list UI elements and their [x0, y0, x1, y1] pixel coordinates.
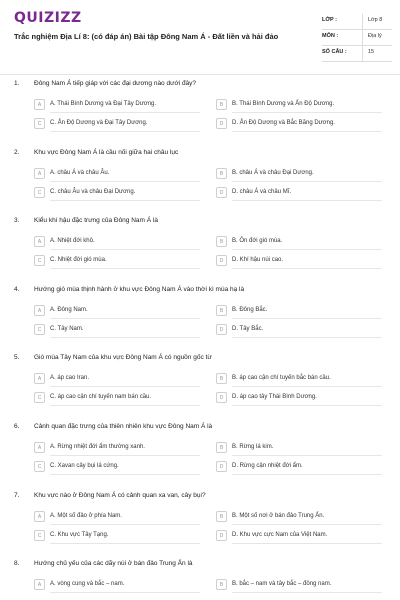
- answer-option-d[interactable]: [216, 255, 376, 269]
- option-letter-box[interactable]: C: [34, 392, 45, 403]
- option-text: B. Thái Bình Dương và Ấn Độ Dương.: [232, 101, 335, 107]
- option-text: A. Nhiệt đới khô.: [50, 238, 95, 245]
- option-text: D. áp cao tây Thái Bình Dương.: [232, 394, 317, 401]
- question-number: 5.: [14, 354, 20, 362]
- question-number: 3.: [14, 217, 20, 225]
- answer-option-c[interactable]: [34, 392, 194, 406]
- option-letter-box[interactable]: B: [216, 579, 227, 590]
- question-number: 8.: [14, 560, 20, 568]
- question-text: Cảnh quan đặc trưng của thiên nhiên khu vực Đông Nam Á là: [34, 423, 213, 430]
- option-underline: [232, 455, 382, 456]
- question-7: [0, 492, 400, 556]
- option-letter-box[interactable]: A: [34, 168, 45, 179]
- answer-option-c[interactable]: [34, 530, 194, 544]
- option-underline: [50, 474, 200, 475]
- answer-option-b[interactable]: [216, 511, 376, 525]
- option-letter-box[interactable]: C: [34, 530, 45, 541]
- option-text: D. Khu vực cực Nam của Việt Nam.: [232, 531, 328, 538]
- question-3: [0, 217, 400, 281]
- question-number: 7.: [14, 491, 20, 499]
- option-letter-box[interactable]: D: [216, 187, 227, 198]
- option-letter-box[interactable]: C: [34, 118, 45, 129]
- option-text: D. châu Á và châu Mĩ.: [232, 188, 292, 195]
- option-letter-box[interactable]: B: [216, 236, 227, 247]
- option-underline: [232, 337, 382, 338]
- option-letter-box[interactable]: A: [34, 373, 45, 384]
- option-underline: [232, 386, 382, 387]
- option-letter-box[interactable]: A: [34, 579, 45, 590]
- option-text: B. châu Á và châu Đại Dương.: [232, 169, 314, 176]
- option-letter-box[interactable]: D: [216, 118, 227, 129]
- option-underline: [50, 524, 200, 525]
- option-underline: [50, 455, 200, 456]
- question-1: [0, 80, 400, 144]
- option-letter-box[interactable]: C: [34, 324, 45, 335]
- answer-option-a[interactable]: [34, 99, 194, 113]
- question-2: [0, 149, 400, 213]
- quizizz-logo[interactable]: QUIZIZZ: [14, 10, 82, 26]
- option-letter-box[interactable]: D: [216, 324, 227, 335]
- option-text: C. Xavan cây bụi lá cứng.: [50, 463, 119, 469]
- question-text: Kiểu khí hậu đặc trưng của Đông Nam Á là: [34, 217, 158, 225]
- answer-option-b[interactable]: [216, 373, 376, 387]
- option-text: B. Đông Bắc.: [232, 306, 268, 313]
- option-underline: [50, 181, 200, 182]
- option-underline: [232, 249, 382, 250]
- worksheet-title: Trắc nghiệm Địa Lí 8: (có đáp án) Bài tập Đông Nam Á - Đất liền và hải đảo: [14, 32, 279, 41]
- option-text: C. áp cao cận chí tuyến nam bán cầu.: [50, 394, 152, 401]
- option-underline: [232, 524, 382, 525]
- option-text: B. áp cao cận chí tuyến bắc bán cầu.: [232, 375, 331, 382]
- option-underline: [50, 318, 200, 319]
- meta-value: Lớp 8: [368, 17, 383, 23]
- answer-option-b[interactable]: [216, 236, 376, 250]
- answer-option-c[interactable]: [34, 118, 194, 132]
- answer-option-a[interactable]: [34, 442, 194, 456]
- option-underline: [50, 405, 200, 406]
- option-underline: [50, 249, 200, 250]
- option-text: B. bắc – nam và tây bắc – đông nam.: [232, 581, 332, 588]
- option-text: C. Tây Nam.: [50, 325, 84, 332]
- question-text: Khu vực nào ở Đông Nam Á có cảnh quan xa van, cây bụi?: [34, 491, 206, 499]
- answer-option-d[interactable]: [216, 392, 376, 406]
- answer-option-b[interactable]: [216, 442, 376, 456]
- question-text: Gió mùa Tây Nam của khu vực Đông Nam Á có nguồn gốc từ: [34, 354, 212, 362]
- option-letter-box[interactable]: D: [216, 461, 227, 472]
- answer-option-a[interactable]: [34, 373, 194, 387]
- question-number: 4.: [14, 285, 20, 293]
- answer-option-a[interactable]: [34, 236, 194, 250]
- option-text: B. Rừng lá kim.: [232, 444, 274, 450]
- answer-option-a[interactable]: [34, 168, 194, 182]
- option-underline: [50, 200, 200, 201]
- option-letter-box[interactable]: C: [34, 255, 45, 266]
- option-underline: [50, 592, 200, 593]
- answer-option-a[interactable]: [34, 579, 194, 593]
- meta-label: LỚP :: [322, 17, 337, 23]
- question-text: Hướng gió mùa thịnh hành ở khu vực Đông Nam Á vào thời kì mùa hạ là: [34, 285, 245, 293]
- option-text: D. Tây Bắc.: [232, 325, 264, 332]
- option-text: B. Ôn đới gió mùa.: [232, 238, 283, 245]
- question-4: [0, 286, 400, 350]
- option-letter-box[interactable]: B: [216, 511, 227, 522]
- option-underline: [232, 181, 382, 182]
- answer-option-c[interactable]: [34, 187, 194, 201]
- answer-option-a[interactable]: [34, 511, 194, 525]
- question-number: 6.: [14, 423, 20, 430]
- option-letter-box[interactable]: B: [216, 442, 227, 453]
- option-underline: [232, 405, 382, 406]
- option-text: A. Rừng nhiệt đới ẩm thường xanh.: [50, 444, 145, 450]
- option-text: A. áp cao Iran.: [50, 375, 90, 382]
- option-letter-box[interactable]: B: [216, 168, 227, 179]
- option-underline: [50, 112, 200, 113]
- option-underline: [50, 131, 200, 132]
- answer-option-c[interactable]: [34, 324, 194, 338]
- question-number: 2.: [14, 148, 20, 156]
- answer-option-b[interactable]: [216, 305, 376, 319]
- option-underline: [232, 592, 382, 593]
- answer-option-d[interactable]: [216, 530, 376, 544]
- option-underline: [232, 474, 382, 475]
- answer-option-d[interactable]: [216, 187, 376, 201]
- option-letter-box[interactable]: B: [216, 373, 227, 384]
- question-text: Hướng chủ yếu của các dãy núi ở bán đảo Trung Ấn là: [34, 560, 193, 568]
- option-underline: [232, 112, 382, 113]
- option-letter-box[interactable]: A: [34, 305, 45, 316]
- meta-label: MÔN :: [322, 33, 339, 39]
- question-number: 1.: [14, 80, 20, 87]
- answer-option-c[interactable]: [34, 255, 194, 269]
- answer-option-c[interactable]: [34, 461, 194, 475]
- meta-label: SỐ CÂU :: [322, 49, 347, 55]
- question-text: Khu vực Đông Nam Á là cầu nối giữa hai châu lục: [34, 148, 179, 156]
- option-text: B. Một số nơi ở bán đảo Trung Ấn.: [232, 512, 325, 519]
- option-text: C. châu Âu và châu Đại Dương.: [50, 188, 136, 195]
- meta-value: Địa lý: [368, 33, 382, 39]
- question-8: [0, 560, 400, 600]
- question-6: [0, 423, 400, 487]
- option-text: C. Khu vực Tây Tạng.: [50, 531, 109, 538]
- option-text: D. Ấn Độ Dương và Bắc Băng Dương.: [232, 120, 335, 126]
- answer-option-d[interactable]: [216, 461, 376, 475]
- option-underline: [232, 200, 382, 201]
- option-letter-box[interactable]: C: [34, 187, 45, 198]
- option-underline: [50, 337, 200, 338]
- answer-option-b[interactable]: [216, 168, 376, 182]
- option-underline: [232, 318, 382, 319]
- option-letter-box[interactable]: A: [34, 99, 45, 110]
- option-letter-box[interactable]: B: [216, 305, 227, 316]
- option-letter-box[interactable]: D: [216, 530, 227, 541]
- meta-value: 15: [368, 49, 375, 55]
- option-text: C. Ấn Độ Dương và Đại Tây Dương.: [50, 120, 148, 126]
- option-underline: [50, 543, 200, 544]
- option-letter-box[interactable]: A: [34, 236, 45, 247]
- option-underline: [232, 543, 382, 544]
- option-text: A. Đông Nam.: [50, 306, 88, 313]
- option-letter-box[interactable]: D: [216, 255, 227, 266]
- option-text: D. Khí hậu núi cao.: [232, 257, 284, 264]
- option-underline: [232, 131, 382, 132]
- question-text: Đông Nam Á tiếp giáp với các đại dương nào dưới đây?: [34, 80, 197, 87]
- option-underline: [50, 386, 200, 387]
- option-text: A. Thái Bình Dương và Đại Tây Dương.: [50, 101, 157, 107]
- option-text: D. Rừng cận nhiệt đới ẩm.: [232, 463, 303, 469]
- question-5: [0, 354, 400, 418]
- option-text: A. châu Á và châu Âu.: [50, 169, 110, 176]
- answer-option-b[interactable]: [216, 579, 376, 593]
- option-letter-box[interactable]: B: [216, 99, 227, 110]
- option-letter-box[interactable]: A: [34, 511, 45, 522]
- option-underline: [50, 268, 200, 269]
- answer-option-b[interactable]: [216, 99, 376, 113]
- option-text: A. vòng cung và bắc – nam.: [50, 581, 125, 588]
- option-letter-box[interactable]: C: [34, 461, 45, 472]
- answer-option-a[interactable]: [34, 305, 194, 319]
- answer-option-d[interactable]: [216, 118, 376, 132]
- option-text: C. Nhiệt đới gió mùa.: [50, 257, 107, 264]
- option-letter-box[interactable]: A: [34, 442, 45, 453]
- option-underline: [232, 268, 382, 269]
- option-text: A. Một số đảo ở phía Nam.: [50, 512, 122, 519]
- option-letter-box[interactable]: D: [216, 392, 227, 403]
- answer-option-d[interactable]: [216, 324, 376, 338]
